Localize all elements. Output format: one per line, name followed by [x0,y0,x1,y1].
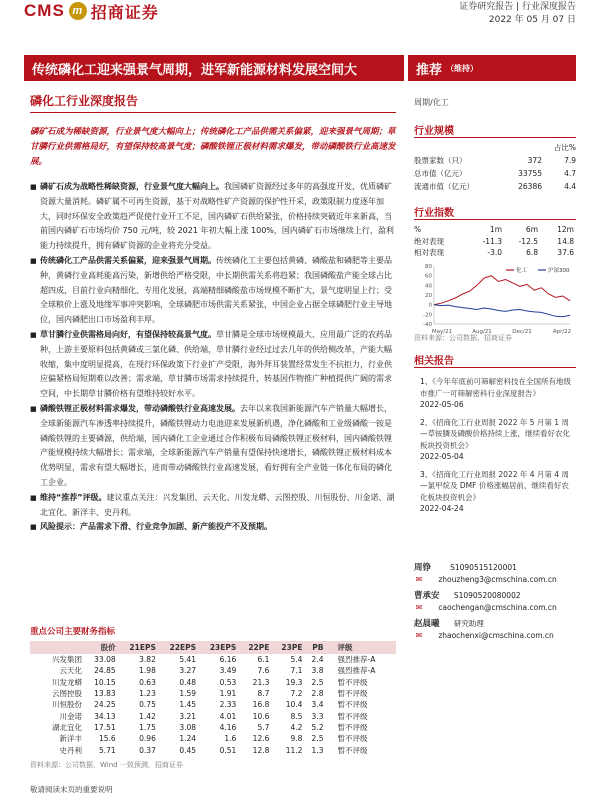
financial-cell: 川恒股份 [52,700,82,710]
series-line [434,305,570,317]
body-text [30,180,398,535]
financial-cell: 2.33 [219,700,237,710]
report-title: 传统磷化工迎来强景气周期，进军新能源材料发展空间大 [32,62,358,78]
index-title: 行业指数 [414,208,454,219]
company-logo [24,0,159,22]
related-date: 2022-05-04 [420,452,464,461]
financial-cell: 4.16 [219,722,237,732]
financial-cell: 暂不评级 [337,722,368,732]
financial-header-cell: 评级 [327,641,396,654]
financial-cell: 33.08 [94,655,116,665]
financial-cell: 15.6 [98,734,116,744]
financial-cell: 1.42 [139,711,156,721]
report-date: 2022 年 05 月 07 日 [488,15,576,25]
index-header: 1m [489,225,502,234]
financial-cell: 6.1 [257,655,270,665]
logo-badge: m [69,2,87,20]
financial-cell: 34.13 [94,711,116,721]
financial-row [30,722,396,733]
analyst-email[interactable]: zhaochenxi@cmschina.com.cn [438,631,554,640]
analyst-block [414,590,557,614]
index-value: -11.3 [482,236,502,246]
financial-cell: 0.75 [139,700,156,710]
related-num: 1、 [420,377,433,386]
scale-label: 总市值（亿元） [414,169,467,178]
financial-row [30,733,396,744]
scale-pct: 7.9 [564,156,576,165]
financial-cell: 5.71 [98,745,116,755]
paragraph-text: 我国磷矿资源经过多年的高强度开发，优质磷矿资源大量消耗。磷矿属不可再生资源，基于对战略性矿产资源的保护性开采，政策限制力度逐年加大，同时环保安全政策趋严促使行业开工不足，国内磷矿石供给紧张，价格持续突破近年来新高，当前国内磷矿石市场均价 750 元/吨，较 2021 年初大幅上涨 100%，国内磷矿石市场继续上行，盈利能力持续提升，拥有磷矿资源的企业将充分受益。 [40,182,394,251]
index-value: -3.0 [487,248,502,257]
financial-cell: 3.82 [139,655,156,665]
financial-cell: 1.23 [139,689,156,699]
analyst-name: 周铮 [414,563,432,573]
financial-cell: 云天化 [59,666,82,676]
financial-cell: 13.83 [94,689,116,699]
financial-row [30,688,396,699]
financial-cell: 8.5 [290,711,303,721]
financial-cell: 暂不评级 [337,689,368,699]
index-header: 12m [557,225,574,234]
index-header: % [414,225,422,234]
financial-row [30,654,396,665]
related-date: 2022-04-24 [420,504,464,513]
financial-cell: 强烈推荐-A [337,666,376,676]
financial-cell: 16.8 [252,700,270,710]
analyst-name: 赵晨曦 [414,619,440,629]
paragraph-lead: 磷矿石成为战略性稀缺资源，行业景气度大幅向上。 [40,182,224,191]
financial-cell: 0.37 [139,745,156,755]
financial-cell: 10.15 [94,677,116,687]
financial-cell: 12.8 [252,745,270,755]
financial-header-cell: 22EPS [160,641,200,654]
analyst-block [414,562,557,586]
related-title: 相关报告 [414,356,454,367]
financial-cell: 3.4 [311,700,324,710]
scale-value: 33755 [518,169,542,178]
index-label: 相对表现 [414,248,444,257]
related-num: 3、 [420,469,433,479]
related-text: 《招商化工行业周报 2022 年 4 月第 4 周—氯甲烷及 DMF 价格涨幅居前，继续看好农化板块投资机会》 [420,469,569,502]
financial-cell: 11.2 [285,745,303,755]
financial-cell: 暂不评级 [337,700,368,710]
financial-cell: 21.3 [252,677,270,687]
financial-row [30,710,396,721]
scale-label: 股票家数（只） [414,156,467,165]
divider [414,367,576,368]
analyst-email[interactable]: zhouzheng3@cmschina.com.cn [438,575,557,584]
financial-cell: 暂不评级 [337,677,368,687]
y-tick-label: -40 [423,322,432,328]
email-icon: ✉ [415,631,423,640]
related-num: 2、 [420,417,433,427]
index-label: 绝对表现 [414,236,444,246]
index-value: 14.8 [557,236,574,246]
financial-cell: 1.24 [179,734,197,744]
paragraph-lead: 磷酸铁锂正极材料需求爆发，带动磷酸铁行业高速发展。 [40,403,240,413]
financial-cell: 3.3 [311,711,324,721]
financial-cell: 9.8 [290,734,303,744]
index-chart [414,258,576,340]
divider [30,112,396,113]
financial-row [30,744,396,755]
rating: 推荐 [416,62,443,78]
financial-cell: 19.3 [285,677,303,687]
financial-cell: 1.3 [311,745,324,755]
financial-cell: 兴发集团 [52,655,82,665]
financial-cell: 1.59 [179,689,197,699]
financial-cell: 6.16 [219,655,237,665]
financial-cell: 4.2 [290,722,303,732]
financial-header-cell [30,641,86,654]
financial-cell: 2.5 [311,734,324,744]
related-text: 《招商化工行业周报 2022 年 5 月第 1 周—草铵膦及磷酸价格持续上涨，继续看好农化板块投资机会》 [420,417,570,450]
legend-label: 化工 [516,268,528,274]
paragraph-lead: 草甘膦行业供需格局向好，有望保持较高景气度。 [40,329,216,339]
financial-cell: 5.41 [179,655,197,665]
financial-cell: 12.6 [252,734,270,744]
financial-cell: 3.21 [179,711,197,721]
financial-source: 资料来源：公司数据，Wind 一致预测，招商证券 [30,761,183,769]
financial-cell: 0.96 [139,734,156,744]
financial-cell: 4.01 [219,711,237,721]
financial-header-cell: 23EPS [200,641,240,654]
industry-label: 周期/化工 [414,98,449,107]
analyst-name: 曹承安 [414,591,440,601]
financial-cell: 10.4 [285,700,303,710]
financial-cell: 强烈推荐-A [337,655,376,665]
financial-cell: 5.4 [290,655,303,665]
scale-unit-header: 占比% [553,143,576,152]
index-header: 6m [525,225,538,234]
financial-cell: 川发龙蟒 [52,677,82,687]
body-paragraph [30,254,398,328]
paragraph-text: 草甘膦是全球市场规模最大、应用最广泛的农药品种，上游主要原料包括黄磷或三氯化磷、供给端，草甘膦行业经过过去几年的供给侧改革，产能大幅收缩，集中度明显提高，在现行环保政策下行业扩产受限，海外拜耳装置经常发生不抗拒力，行业供应偏紧格局短期难以改善；需求端，草甘膦市场需求持续提升，转基因作物推广种植提供广阔的需求空间，中长期草甘膦价格有望维持较好水平。 [40,329,392,399]
financial-cell: 24.25 [94,700,116,710]
scale-table [414,141,576,193]
body-paragraph [30,520,398,535]
legend-label: 沪深300 [548,268,570,274]
financial-cell: 7.6 [257,666,270,676]
x-tick-label: Dec/21 [512,329,532,335]
paragraph-lead: 维持“推荐”评级。 [40,492,107,502]
financial-cell: 0.53 [219,677,237,687]
financial-row [30,699,396,710]
y-tick-label: 80 [425,264,432,270]
financial-cell: 2.8 [311,689,324,699]
financial-cell: 1.91 [219,689,237,699]
logo-cms-text: CMS [24,1,65,20]
related-item[interactable] [420,417,576,463]
financial-cell: 暂不评级 [337,745,368,755]
financial-cell: 2.5 [311,677,324,687]
title-banner [24,55,404,81]
divider [414,219,576,220]
financial-cell: 7.1 [290,666,303,676]
financial-cell: 3.08 [179,722,197,732]
financial-cell: 湖北宜化 [52,722,82,732]
chart-source: 资料来源：公司数据、招商证券 [414,334,512,342]
x-tick-label: May/21 [431,329,453,335]
related-item[interactable] [420,469,576,515]
body-paragraph [30,328,398,402]
index-row [414,236,576,248]
financial-cell: 5.7 [257,722,270,732]
scale-value: 372 [527,156,542,165]
scale-value: 26386 [518,182,542,191]
financial-header-cell: PB [306,641,327,654]
abstract: 磷矿石成为稀缺资源，行业景气度大幅向上；传统磷化工产品供需关系偏紧，迎来强景气周期；草甘膦行业供需格局好，有望保持较高景气度；磷酸铁锂正极材料需求爆发，带动磷酸铁行业高速发展。 [30,127,396,167]
financial-header-cell: 21EPS [120,641,160,654]
scale-row [414,167,576,180]
body-paragraph [30,402,398,491]
scale-row [414,154,576,167]
financial-cell: 8.7 [257,689,270,699]
analyst-email[interactable]: caochengan@cmschina.com.cn [438,603,557,612]
financial-header-cell: 22PE [240,641,273,654]
body-paragraph [30,180,398,254]
financial-cell: 暂不评级 [337,711,368,721]
financial-cell: 新洋丰 [59,734,82,744]
financial-cell: 10.6 [252,711,270,721]
financial-cell: 17.51 [94,722,116,732]
paragraph-lead: 传统磷化工产品供需关系偏紧，迎来强景气周期。 [40,255,216,265]
financial-cell: 2.4 [311,655,324,665]
analyst-id: S1090520080002 [453,591,521,600]
divider [414,137,576,138]
financial-row [30,677,396,688]
financial-cell: 云图控股 [52,689,82,699]
financial-cell: 7.2 [290,689,303,699]
index-row [414,247,576,259]
financial-cell: 3.27 [179,666,197,676]
financial-cell: 1.98 [139,666,156,676]
analyst-block [414,618,554,642]
y-tick-label: 0 [428,302,432,309]
email-icon: ✉ [415,575,423,584]
financial-cell: 3.8 [311,666,324,676]
x-tick-label: Apr/22 [552,329,572,335]
related-date: 2022-05-06 [420,400,464,409]
y-tick-label: 60 [425,273,432,280]
financial-cell: 24.85 [94,666,116,676]
rating-note: （维持） [446,62,479,73]
header-meta [459,1,576,27]
paragraph-text: 建议重点关注：兴发集团、云天化、川发龙蟒、云图控股、川恒股份、川金诺、湖北宜化、新洋丰、史丹利。 [40,492,395,517]
paragraph-lead: 风险提示： [40,522,80,532]
footer-note: 敬请阅读末页的重要说明 [30,785,113,794]
financial-cell: 1.45 [179,700,197,710]
financial-table [30,641,396,756]
x-tick-label: Aug/21 [472,329,492,335]
scale-pct: 4.7 [564,169,576,178]
financial-header-cell: 23PE [273,641,306,654]
index-value: 37.6 [557,248,574,257]
index-value: -12.5 [518,236,538,246]
financial-cell: 1.75 [139,722,156,732]
logo-cn-text: 招商证券 [90,4,159,22]
scale-row [414,180,576,193]
related-list [420,376,576,521]
index-table [414,224,576,259]
rating-banner [408,55,576,81]
scale-pct: 4.4 [564,182,576,191]
y-tick-label: 40 [425,283,432,290]
financial-cell: 暂不评级 [337,734,368,744]
analyst-id: 研究助理 [453,619,484,628]
paragraph-text: 去年以来我国新能源汽车产销量大幅增长，全球新能源汽车渗透率持续提升，磷酸铁锂动力电池迎来发展新机遇，净化磷酸和工业级磷酸一铵是磷酸铁锂的主要磷源，供给端，国内磷化工企业通过合作积极布局磷酸铁锂正极材料，国内磷酸铁锂产能规模持续大幅增长；需求端，全球新能源汽车产销量有望保持快速增长，磷酸铁锂正极材料成本优势明显，需求有望大幅增长，进而带动磷酸铁行业高速发展，看好拥有全产业链一体化布局的磷化工企业。 [40,403,392,487]
body-paragraph [30,491,398,521]
email-icon: ✉ [415,603,423,612]
financial-cell: 川金诺 [59,711,82,721]
index-value: 6.8 [526,248,538,257]
report-type: 证券研究报告 | 行业深度报告 [459,2,576,12]
scale-label: 流通市值（亿元） [414,182,474,191]
y-tick-label: -20 [423,312,432,319]
paragraph-text: 产品需求下滑、行业竞争加剧、新产能投产不及预期。 [80,522,272,532]
financial-cell: 3.49 [219,666,237,676]
financial-cell: 0.48 [179,677,197,687]
financial-cell: 0.45 [179,745,197,755]
related-text: 《今年年底前可筛解密科技在全国所有地级市推广一可筛解密科行业深度报告》 [420,377,572,398]
scale-title: 行业规模 [414,126,454,137]
related-item[interactable] [420,376,576,411]
paragraph-text: 传统磷化工主要包括黄磷、磷酸盐和磷肥等主要品种，黄磷行业高耗能高污染，新增供给严格受限，中长期供需关系将趋紧；我国磷酸盐产能全球占比超四成，目前行业向精细化、专用化发展，高端精细磷酸盐市场规模不断扩大，景气度明显上行；受全球粮价上涨及地缘军事冲突影响，全球磷肥市场供需关系紧张，中国企业占据全球磷肥行业主导地位，国内磷肥出口市场盈利丰厚。 [40,255,392,325]
financial-cell: 史丹利 [59,745,82,755]
financial-cell: 1.6 [224,734,237,744]
financial-row [30,665,396,676]
series-line [434,276,570,305]
analyst-id: S1090515120001 [450,563,517,572]
financial-cell: 0.51 [219,745,237,755]
sub-title: 磷化工行业深度报告 [30,94,139,108]
financial-title: 重点公司主要财务指标 [30,627,116,637]
financial-cell: 0.63 [139,677,156,687]
financial-cell: 5.2 [311,722,324,732]
y-tick-label: 20 [425,293,432,299]
financial-header-cell: 股价 [86,641,120,654]
financial-header-row [30,641,396,654]
